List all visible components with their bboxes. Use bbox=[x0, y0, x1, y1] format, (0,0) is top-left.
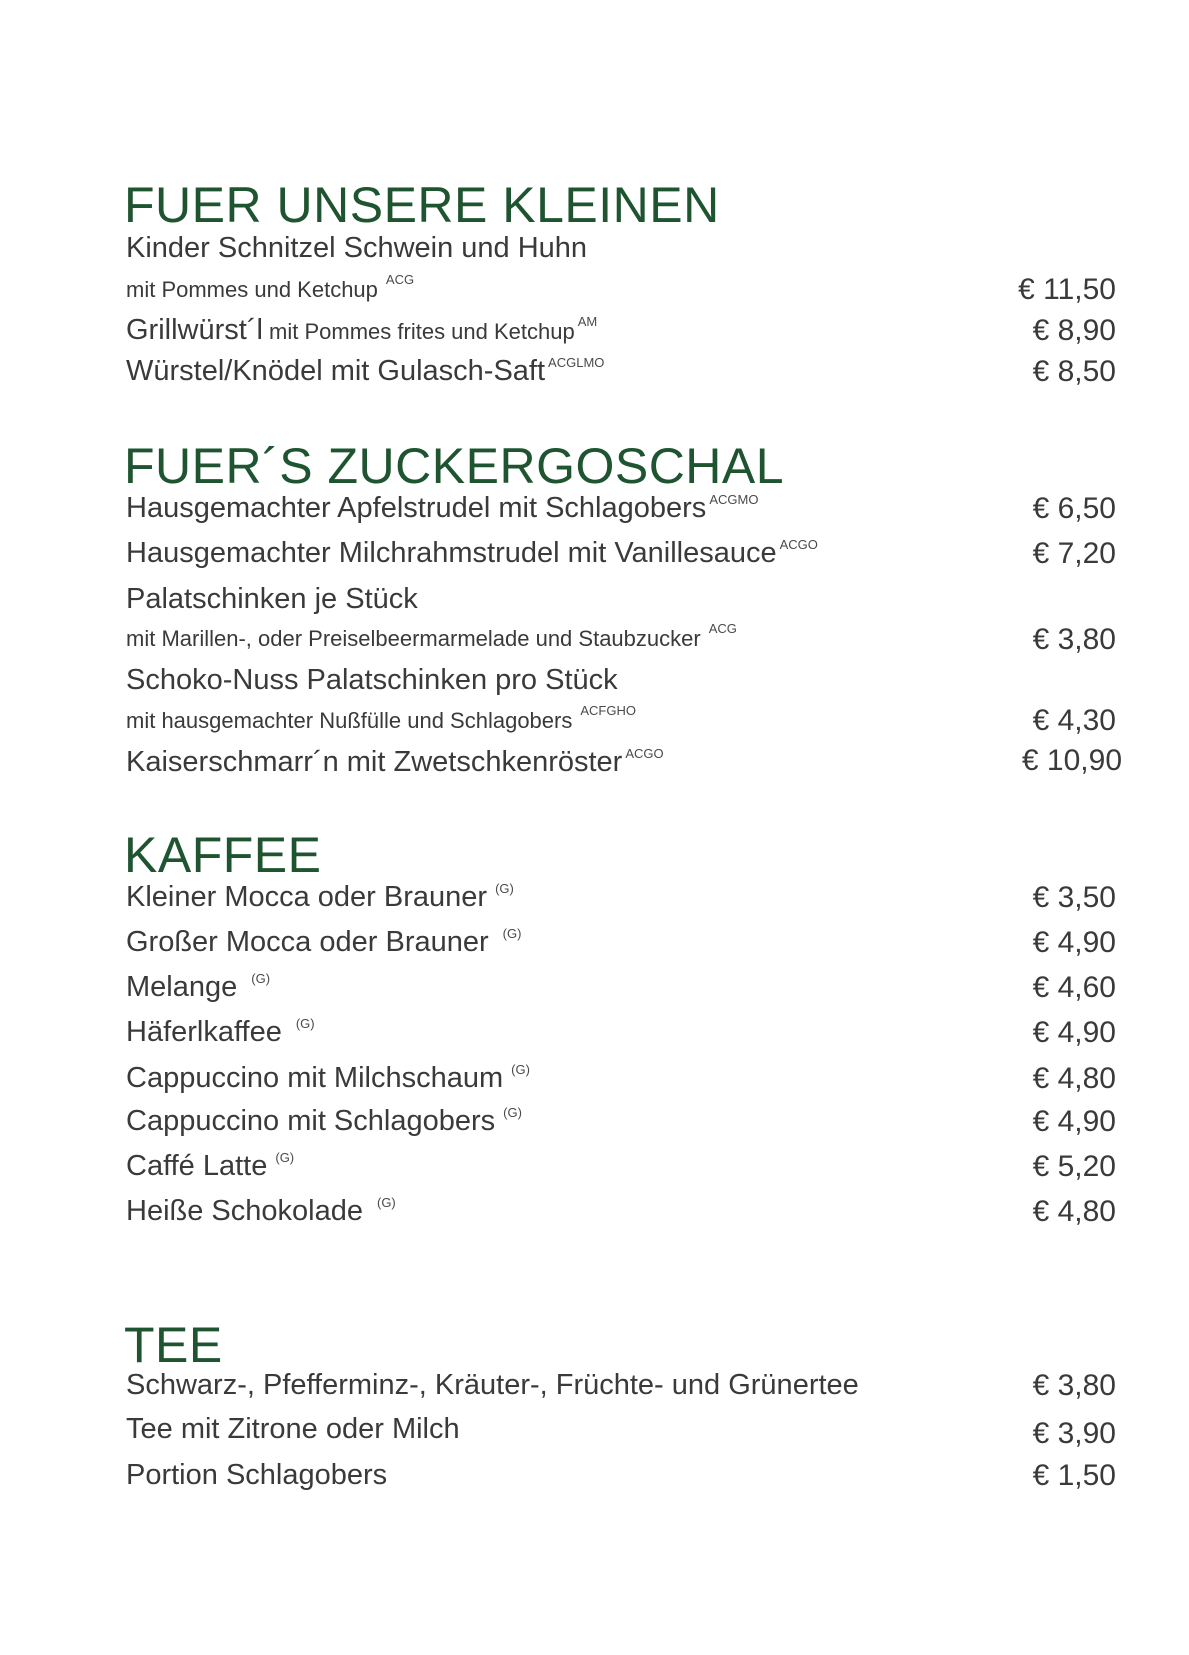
menu-item bbox=[126, 703, 1116, 737]
item-name: Hausgemachter Milchrahmstrudel mit Vanillesauce bbox=[126, 537, 777, 569]
menu-item bbox=[126, 883, 1116, 912]
menu-item bbox=[126, 1197, 1116, 1226]
item-price: € 4,90 bbox=[1032, 1016, 1116, 1049]
item-name: Kleiner Mocca oder Brauner bbox=[126, 881, 488, 913]
menu-item bbox=[126, 928, 1116, 957]
item-description: mit hausgemachter Nußfülle und Schlagobers bbox=[126, 708, 573, 733]
menu-item bbox=[126, 1107, 1116, 1136]
item-price: € 4,30 bbox=[1032, 704, 1116, 737]
item-price: € 3,80 bbox=[1032, 623, 1116, 656]
item-name: Häferlkaffee bbox=[126, 1016, 282, 1048]
allergen-codes: ACGO bbox=[625, 746, 664, 761]
menu-item bbox=[126, 357, 1116, 386]
item-name: Kaiserschmarr´n mit Zwetschkenröster bbox=[126, 746, 623, 778]
allergen-codes: (G) bbox=[251, 971, 271, 986]
menu-item bbox=[126, 621, 1116, 656]
section-title-coffee: KAFFEE bbox=[124, 827, 322, 883]
item-name: Würstel/Knödel mit Gulasch-Saft bbox=[126, 355, 546, 387]
menu-item bbox=[126, 1152, 1116, 1181]
item-price: € 3,90 bbox=[1032, 1417, 1116, 1450]
menu-item bbox=[126, 585, 1116, 614]
allergen-codes: (G) bbox=[495, 881, 514, 896]
item-price: € 3,80 bbox=[1032, 1369, 1116, 1402]
menu-item bbox=[126, 494, 1116, 523]
item-price: € 4,60 bbox=[1032, 971, 1116, 1004]
item-price: € 8,90 bbox=[1032, 314, 1116, 347]
menu-item bbox=[126, 1371, 1116, 1400]
allergen-codes: AM bbox=[577, 314, 598, 329]
item-name: Melange bbox=[126, 971, 238, 1003]
menu-item bbox=[126, 744, 1122, 778]
item-name: Cappuccino mit Schlagobers bbox=[126, 1105, 496, 1137]
item-name: Heiße Schokolade bbox=[126, 1195, 363, 1227]
item-name: Grillwürst´l bbox=[126, 314, 263, 346]
item-description: mit Pommes frites und Ketchup bbox=[262, 319, 575, 344]
item-name: Caffé Latte bbox=[126, 1150, 268, 1182]
item-price: € 10,90 bbox=[1021, 744, 1122, 777]
item-name: Hausgemachter Apfelstrudel mit Schlagobers bbox=[126, 492, 707, 524]
item-price: € 4,80 bbox=[1032, 1062, 1116, 1095]
item-price: € 6,50 bbox=[1032, 492, 1116, 525]
menu-item bbox=[126, 316, 1116, 345]
section-title-tea: TEE bbox=[124, 1317, 223, 1373]
item-price: € 1,50 bbox=[1032, 1459, 1116, 1492]
allergen-codes: ACFGHO bbox=[580, 703, 636, 718]
item-name: Palatschinken je Stück bbox=[126, 583, 418, 615]
menu-item bbox=[126, 666, 1116, 695]
item-name: Portion Schlagobers bbox=[126, 1459, 388, 1491]
item-description: mit Marillen-, oder Preiselbeermarmelade und Staubzucker bbox=[126, 626, 701, 651]
allergen-codes: ACG bbox=[708, 621, 737, 636]
menu-item bbox=[126, 234, 1116, 263]
item-name: Großer Mocca oder Brauner bbox=[126, 926, 489, 958]
menu-item bbox=[126, 1413, 1116, 1450]
allergen-codes: (G) bbox=[295, 1016, 315, 1031]
menu-item bbox=[126, 1461, 1116, 1490]
allergen-codes: ACG bbox=[385, 272, 415, 287]
section-title-desserts: FUER´S ZUCKERGOSCHAL bbox=[124, 438, 785, 494]
allergen-codes: (G) bbox=[275, 1150, 295, 1165]
item-name: Schoko-Nuss Palatschinken pro Stück bbox=[126, 664, 618, 696]
allergen-codes: ACGLMO bbox=[548, 355, 605, 370]
item-name: Schwarz-, Pfefferminz-, Kräuter-, Früchte- und Grünertee bbox=[126, 1369, 859, 1401]
item-price: € 11,50 bbox=[1018, 273, 1116, 306]
item-price: € 4,80 bbox=[1032, 1195, 1116, 1228]
menu-item bbox=[126, 539, 1116, 568]
item-name: Tee mit Zitrone oder Milch bbox=[126, 1413, 460, 1445]
item-price: € 4,90 bbox=[1032, 926, 1116, 959]
menu-item bbox=[126, 973, 1116, 1002]
allergen-codes: (G) bbox=[503, 1105, 522, 1120]
item-name: Cappuccino mit Milchschaum bbox=[126, 1062, 504, 1094]
allergen-codes: (G) bbox=[502, 926, 522, 941]
item-description: mit Pommes und Ketchup bbox=[126, 277, 378, 302]
item-price: € 8,50 bbox=[1032, 355, 1116, 388]
allergen-codes: (G) bbox=[511, 1062, 530, 1077]
allergen-codes: ACGO bbox=[779, 537, 818, 552]
item-price: € 7,20 bbox=[1032, 537, 1116, 570]
section-title-kids: FUER UNSERE KLEINEN bbox=[124, 177, 720, 233]
menu-item bbox=[126, 1064, 1116, 1093]
menu-item bbox=[126, 272, 1116, 306]
allergen-codes: (G) bbox=[376, 1195, 396, 1210]
menu-item bbox=[126, 1018, 1116, 1047]
allergen-codes: ACGMO bbox=[709, 492, 759, 507]
item-price: € 3,50 bbox=[1032, 881, 1116, 914]
item-price: € 4,90 bbox=[1032, 1105, 1116, 1138]
item-name: Kinder Schnitzel Schwein und Huhn bbox=[126, 232, 588, 264]
item-price: € 5,20 bbox=[1032, 1150, 1116, 1183]
